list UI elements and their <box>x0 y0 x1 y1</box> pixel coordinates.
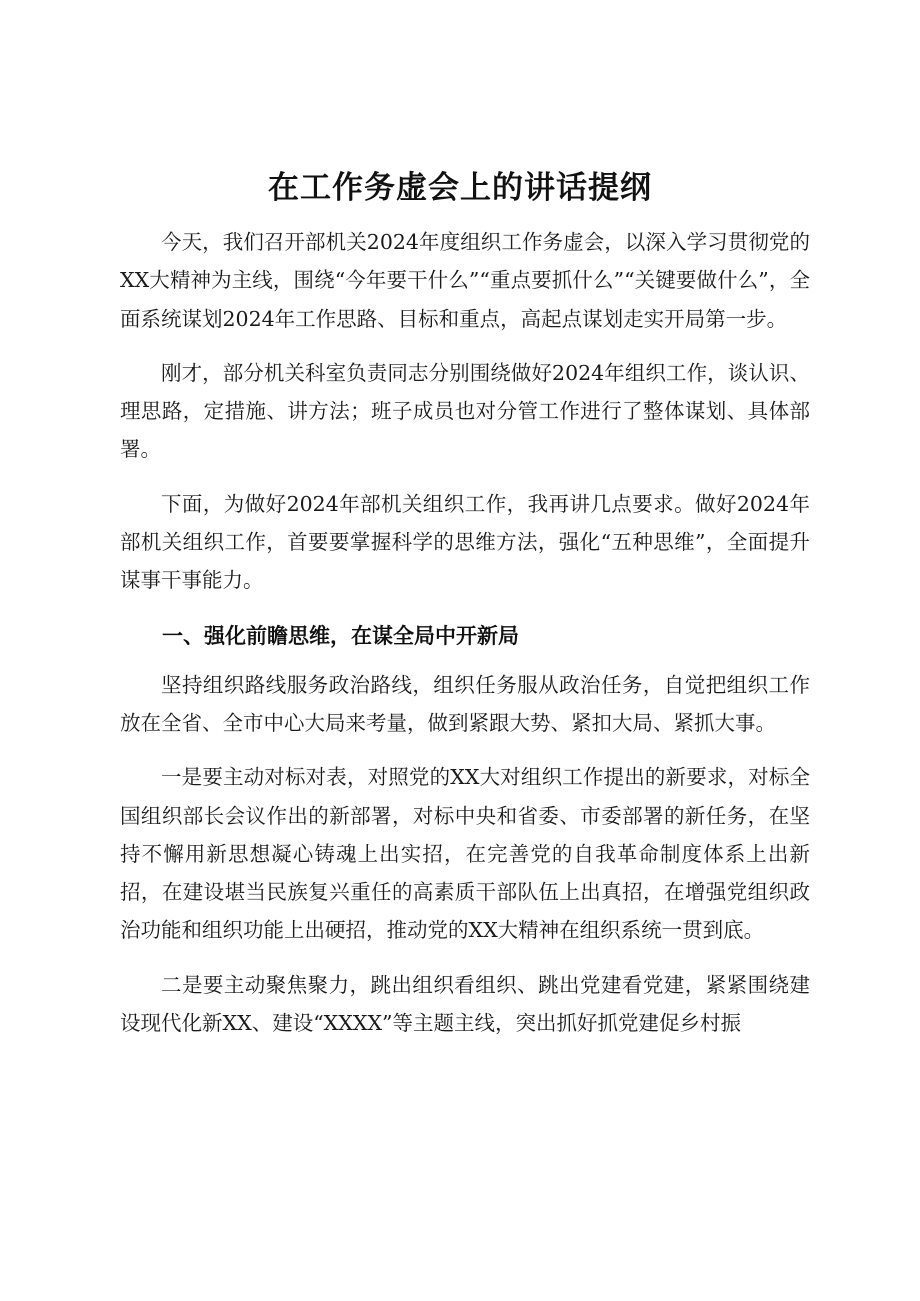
document-title: 在工作务虚会上的讲话提纲 <box>268 170 652 206</box>
intro-paragraph-2: 刚才，部分机关科室负责同志分别围绕做好2024年组织工作，谈认识、理思路，定措施、讲方法；班子成员也对分管工作进行了整体谋划、具体部署。 <box>120 360 810 462</box>
intro-paragraph-1: 今天，我们召开部机关2024年度组织工作务虚会，以深入学习贯彻党的XX大精神为主线，围绕“今年要干什么”“重点要抓什么”“关键要做什么”，全面系统谋划2024年工作思路、目标和重点，高起点谋划走实开局第一步。 <box>120 230 810 331</box>
document-body <box>120 223 810 1058</box>
section-heading-1: 一、强化前瞻思维，在谋全局中开新局 <box>162 623 519 648</box>
intro-paragraph-3: 下面，为做好2024年部机关组织工作，我再讲几点要求。做好2024年部机关组织工作，首要要掌握科学的思维方法，强化“五种思维”，全面提升谋事干事能力。 <box>120 491 810 593</box>
section-1-paragraph-2: 一是要主动对标对表，对照党的XX大对组织工作提出的新要求，对标全国组织部长会议作出的新部署，对标中央和省委、市委部署的新任务，在坚持不懈用新思想凝心铸魂上出实招，在完善党的自我革命制度体系上出新招，在建设堪当民族复兴重任的高素质干部队伍上出真招，在增强党组织政治功能和组织功能上出硬招，推动党的XX大精神在组织系统一贯到底。 <box>120 765 810 943</box>
section-1-paragraph-3: 二是要主动聚焦聚力，跳出组织看组织、跳出党建看党建，紧紧围绕建设现代化新XX、建设“XXXX”等主题主线，突出抓好抓党建促乡村振 <box>120 972 810 1036</box>
section-1-paragraph-1: 坚持组织路线服务政治路线，组织任务服从政治任务，自觉把组织工作放在全省、全市中心大局来考量，做到紧跟大势、紧扣大局、紧抓大事。 <box>120 672 810 735</box>
